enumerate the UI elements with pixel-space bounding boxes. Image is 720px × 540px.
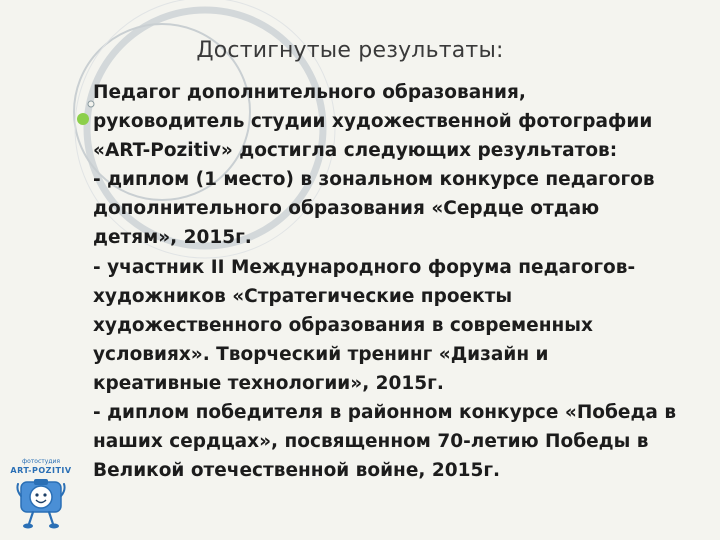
text-line: «ART-Pozitiv» достигла следующих результатов: — [93, 140, 618, 162]
studio-logo — [8, 455, 74, 533]
logo-brand: ART-POZITIV — [10, 466, 72, 475]
text-line: художественного образования в современных — [93, 314, 593, 336]
text-line: Педагог дополнительного образования, — [93, 82, 526, 103]
text-line: детям», 2015г. — [93, 227, 252, 249]
text-line: - участник II Международного форума педагогов- — [93, 256, 636, 278]
text-line: художников «Стратегические проекты — [93, 285, 513, 307]
text-line: Великой отечественной войне, 2015г. — [93, 460, 501, 482]
text-line: условиях». Творческий тренинг «Дизайн и — [93, 343, 549, 365]
camera-mascot-icon — [16, 478, 66, 530]
text-line: дополнительного образования «Сердце отдаю — [93, 198, 600, 220]
text-line: руководитель студии художественной фотографии — [93, 111, 653, 133]
text-line: креативные технологии», 2015г. — [93, 372, 444, 394]
green-bullet-icon — [77, 113, 89, 125]
text-line: - диплом победителя в районном конкурсе «Победа в — [93, 402, 677, 424]
text-line: - диплом (1 место) в зональном конкурсе педагогов — [93, 169, 655, 191]
logo-caption: фотостудия — [22, 458, 60, 465]
text-line: наших сердцах», посвященном 70-летию Победы в — [93, 431, 649, 453]
slide-title: Достигнутые результаты: — [196, 38, 504, 63]
results-text — [93, 78, 715, 485]
